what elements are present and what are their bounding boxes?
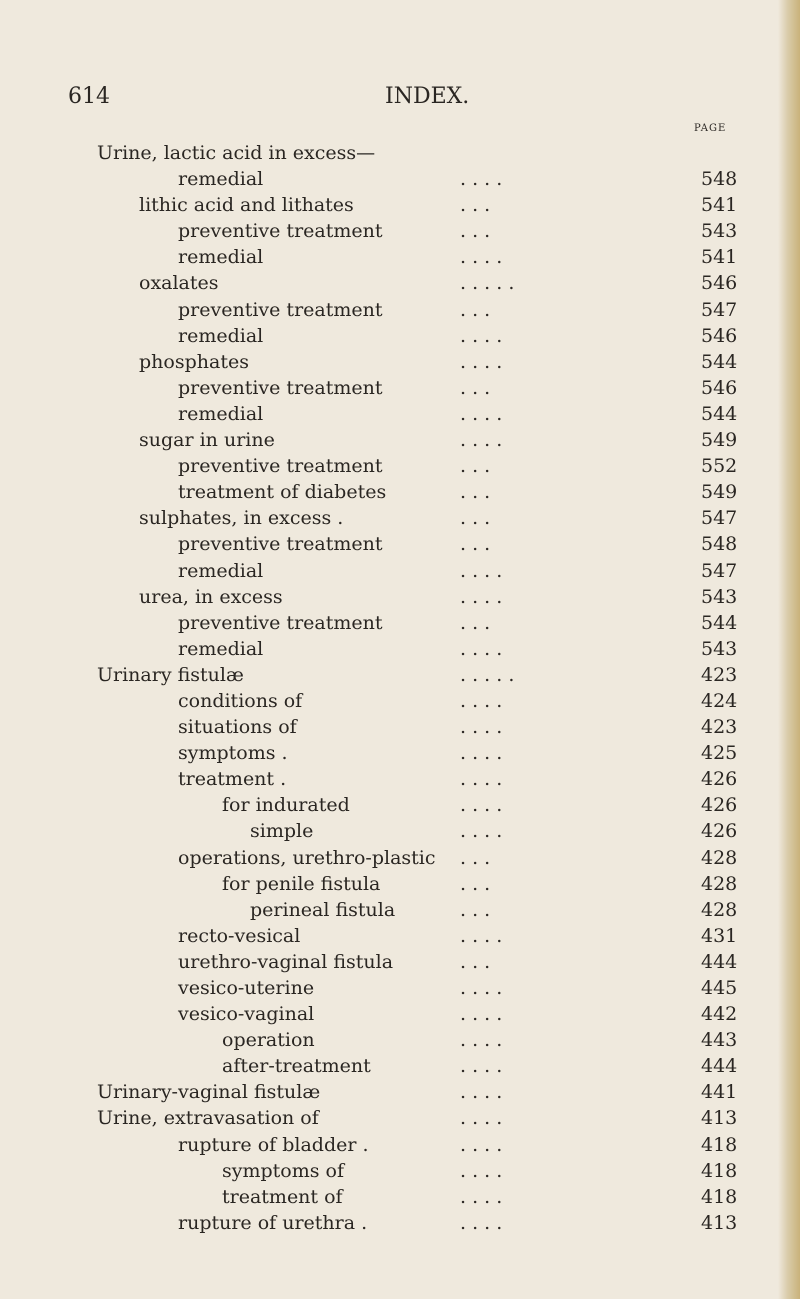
entry-leader: . . . . (460, 402, 503, 425)
entry-term: recto-vesical (178, 924, 301, 947)
entry-term: treatment of diabetes (178, 481, 387, 504)
entry-term: preventive treatment (178, 376, 383, 399)
entry-leader: . . . (460, 220, 491, 243)
page-column-label: PAGE (694, 123, 727, 134)
index-entry (0, 1184, 800, 1210)
entry-leader: . . . . (460, 977, 503, 999)
entry-leader: . . . (460, 455, 491, 478)
index-entry (0, 636, 800, 662)
entry-term: urea, in excess (139, 585, 283, 608)
entry-term: remedial (178, 168, 264, 191)
entry-term: perineal fistula (250, 898, 396, 921)
entry-leader: . . . . (460, 820, 503, 843)
index-entry (0, 1053, 800, 1079)
entry-page: 428 (701, 898, 738, 921)
entry-leader: . . . (460, 898, 491, 921)
entry-leader: . . . . . (460, 663, 515, 686)
entry-term: after-treatment (222, 1055, 371, 1078)
index-entry (0, 1210, 800, 1236)
entry-leader: . . . . (460, 1107, 503, 1130)
index-entry (0, 297, 800, 323)
entry-term: operation (222, 1029, 315, 1052)
entry-leader: . . . . (460, 716, 503, 739)
entry-leader: . . . (460, 376, 491, 399)
entry-leader: . . . . (460, 1185, 503, 1208)
entry-term: preventive treatment (178, 298, 383, 321)
index-entry (0, 1001, 800, 1027)
index-entry (0, 453, 800, 479)
entry-page: 544 (701, 402, 738, 425)
entry-page: 546 (701, 324, 738, 347)
entry-page: 418 (701, 1159, 738, 1182)
entry-term: symptoms . (178, 742, 288, 765)
entry-leader: . . . . (460, 246, 503, 269)
index-entry (0, 427, 800, 453)
index-entry (0, 610, 800, 636)
index-entry (0, 766, 800, 792)
entry-term: remedial (178, 637, 264, 660)
index-entry (0, 323, 800, 349)
entry-page: 547 (701, 559, 738, 582)
entry-leader: . . . . (460, 1029, 503, 1052)
entry-term: Urinary fistulæ (97, 663, 244, 686)
entry-page: 428 (701, 872, 738, 895)
entry-leader: . . . . (460, 742, 503, 765)
entry-term: treatment . (178, 768, 287, 791)
entry-term: sugar in urine (139, 429, 275, 452)
entry-term: remedial (178, 402, 264, 425)
entry-page: 444 (701, 950, 738, 973)
entry-page: 413 (701, 1211, 738, 1234)
entry-page: 541 (701, 194, 738, 217)
entry-leader: . . . . (460, 924, 503, 947)
entry-page: 424 (701, 689, 738, 712)
entry-leader: . . . . . (460, 272, 515, 295)
entry-term: conditions of (178, 689, 303, 712)
index-entry (0, 270, 800, 296)
entry-leader: . . . . (460, 637, 503, 660)
entry-page: 426 (701, 768, 738, 791)
entry-page: 428 (701, 846, 738, 869)
entry-page: 543 (701, 637, 738, 660)
index-entry (0, 792, 800, 818)
entry-page: 541 (701, 246, 738, 269)
entry-term: simple (250, 820, 314, 843)
entry-leader: . . . . (460, 429, 503, 452)
entry-term: remedial (178, 559, 264, 582)
index-entry (0, 349, 800, 375)
index-entry (0, 479, 800, 505)
entry-leader: . . . (460, 872, 491, 895)
entry-leader: . . . . (460, 1159, 503, 1182)
entry-page: 441 (701, 1081, 738, 1104)
entry-page: 552 (701, 455, 738, 478)
entry-page: 543 (701, 585, 738, 608)
entry-term: preventive treatment (178, 533, 383, 556)
index-entry (0, 1132, 800, 1158)
entry-leader: . . . . (460, 1211, 503, 1234)
entry-page: 418 (701, 1133, 738, 1156)
index-entries (0, 140, 800, 1236)
entry-term: remedial (178, 246, 264, 269)
entry-term: vesico-uterine (178, 977, 315, 999)
entry-page: 444 (701, 1055, 738, 1078)
entry-page: 547 (701, 298, 738, 321)
entry-page: 442 (701, 1003, 738, 1026)
entry-term: situations of (178, 716, 297, 739)
entry-leader: . . . . (460, 1055, 503, 1078)
entry-page: 431 (701, 924, 738, 947)
entry-leader: . . . . (460, 559, 503, 582)
page-number: 614 (68, 84, 110, 109)
entry-term: Urine, extravasation of (97, 1107, 319, 1130)
entry-term: Urinary-vaginal fistulæ (97, 1081, 321, 1104)
index-entry (0, 244, 800, 270)
index-entry (0, 949, 800, 975)
index-entry (0, 140, 800, 166)
entry-leader: . . . . (460, 1081, 503, 1104)
index-entry (0, 662, 800, 688)
entry-page: 543 (701, 220, 738, 243)
entry-leader: . . . . (460, 585, 503, 608)
entry-leader: . . . . (460, 324, 503, 347)
entry-page: 549 (701, 429, 738, 452)
entry-term: lithic acid and lithates (139, 194, 354, 217)
index-entry (0, 871, 800, 897)
index-entry (0, 1079, 800, 1105)
index-entry (0, 740, 800, 766)
entry-leader: . . . (460, 507, 491, 530)
entry-term: operations, urethro-plastic (178, 846, 436, 869)
index-entry (0, 975, 800, 1001)
entry-leader: . . . . (460, 350, 503, 373)
entry-term: Urine, lactic acid in excess— (97, 142, 376, 164)
entry-page: 546 (701, 376, 738, 399)
entry-page: 544 (701, 350, 738, 373)
entry-term: vesico-vaginal (178, 1003, 315, 1026)
entry-page: 443 (701, 1029, 738, 1052)
entry-leader: . . . . (460, 168, 503, 191)
entry-leader: . . . (460, 481, 491, 504)
index-entry (0, 818, 800, 844)
entry-term: treatment of (222, 1185, 343, 1208)
entry-term: sulphates, in excess . (139, 507, 344, 530)
index-entry (0, 192, 800, 218)
index-entry (0, 923, 800, 949)
entry-page: 423 (701, 716, 738, 739)
entry-page: 423 (701, 663, 738, 686)
index-entry (0, 531, 800, 557)
index-entry (0, 584, 800, 610)
index-entry (0, 166, 800, 192)
entry-leader: . . . (460, 298, 491, 321)
index-entry (0, 714, 800, 740)
entry-leader: . . . (460, 194, 491, 217)
entry-term: phosphates (139, 350, 249, 373)
index-entry (0, 1105, 800, 1131)
entry-leader: . . . (460, 611, 491, 634)
entry-term: rupture of bladder . (178, 1133, 369, 1156)
index-entry (0, 375, 800, 401)
entry-page: 425 (701, 742, 738, 765)
index-entry (0, 218, 800, 244)
index-entry (0, 1027, 800, 1053)
entry-page: 544 (701, 611, 738, 634)
running-title: INDEX. (385, 84, 470, 109)
page-header (0, 84, 800, 114)
entry-leader: . . . . (460, 689, 503, 712)
index-entry (0, 845, 800, 871)
entry-page: 547 (701, 507, 738, 530)
entry-term: preventive treatment (178, 611, 383, 634)
index-entry (0, 897, 800, 923)
index-entry (0, 688, 800, 714)
entry-leader: . . . . (460, 768, 503, 791)
entry-term: oxalates (139, 272, 219, 295)
index-entry (0, 558, 800, 584)
entry-term: remedial (178, 324, 264, 347)
index-entry (0, 505, 800, 531)
index-entry (0, 1158, 800, 1184)
entry-page: 445 (701, 977, 738, 999)
entry-term: preventive treatment (178, 220, 383, 243)
entry-page: 548 (701, 168, 738, 191)
entry-term: urethro-vaginal fistula (178, 950, 394, 973)
entry-page: 426 (701, 794, 738, 817)
entry-leader: . . . . (460, 1003, 503, 1026)
entry-leader: . . . (460, 846, 491, 869)
entry-leader: . . . . (460, 794, 503, 817)
entry-term: symptoms of (222, 1159, 345, 1182)
entry-leader: . . . (460, 950, 491, 973)
entry-page: 546 (701, 272, 738, 295)
entry-page: 426 (701, 820, 738, 843)
entry-term: for penile fistula (222, 872, 381, 895)
entry-leader: . . . . (460, 1133, 503, 1156)
entry-page: 548 (701, 533, 738, 556)
entry-page: 549 (701, 481, 738, 504)
entry-page: 413 (701, 1107, 738, 1130)
index-entry (0, 401, 800, 427)
entry-term: for indurated (222, 794, 350, 817)
entry-page: 418 (701, 1185, 738, 1208)
entry-leader: . . . (460, 533, 491, 556)
entry-term: preventive treatment (178, 455, 383, 478)
entry-term: rupture of urethra . (178, 1211, 368, 1234)
